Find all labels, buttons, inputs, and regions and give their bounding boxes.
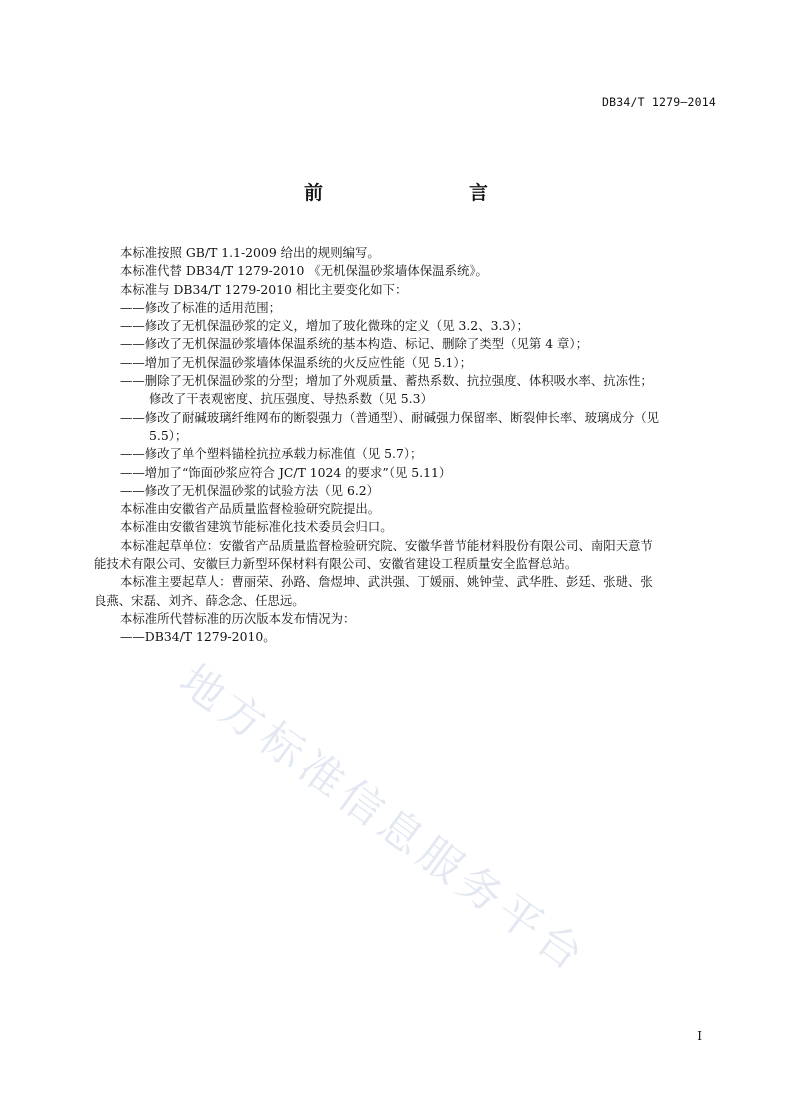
change-list-item: ——修改了无机保温砂浆的试验方法（见 6.2） (120, 482, 380, 498)
paragraph-line: 本标准所代替标准的历次版本发布情况为： (120, 610, 356, 626)
paragraph-line: 本标准按照 GB/T 1.1-2009 给出的规则编写。 (120, 245, 380, 260)
change-list-item: 修改了干表观密度、抗压强度、导热系数（见 5.3） (149, 391, 433, 407)
change-list-item: ——增加了无机保温砂浆墙体保温系统的火反应性能（见 5.1）； (120, 354, 472, 370)
change-list-item: ——增加了“饰面砂浆应符合 JC/T 1024 的要求”（见 5.11） (120, 464, 452, 480)
change-list-item: ——DB34/T 1279-2010。 (120, 629, 276, 645)
paragraph-line: 本标准由安徽省建筑节能标准化技术委员会归口。 (120, 519, 393, 535)
paragraph-line: 本标准代替 DB34/T 1279-2010 《无机保温砂浆墙体保温系统》。 (120, 263, 488, 279)
paragraph-line: 本标准主要起草人：曹丽荣、孙路、詹煜坤、武洪强、丁媛丽、姚钟莹、武华胜、彭廷、张琎、张 (120, 574, 653, 590)
change-list-item: ——修改了标准的适用范围； (120, 299, 282, 315)
paragraph-line: 本标准起草单位：安徽省产品质量监督检验研究院、安徽华普节能材料股份有限公司、南阳天意节 (120, 537, 653, 553)
paragraph-line: 本标准与 DB34/T 1279-2010 相比主要变化如下： (120, 281, 408, 297)
paragraph-line: 本标准由安徽省产品质量监督检验研究院提出。 (120, 501, 381, 517)
document-code: DB34/T 1279—2014 (602, 95, 716, 109)
watermark: 地方标准信息服务平台 (170, 655, 597, 984)
change-list-item: ——删除了无机保温砂浆的分型；增加了外观质量、蓄热系数、抗拉强度、体积吸水率、抗冻性； (120, 373, 653, 389)
change-list-item: ——修改了无机保温砂浆墙体保温系统的基本构造、标记、删除了类型（见第 4 章）； (120, 336, 589, 352)
change-list-item: ——修改了耐碱玻璃纤维网布的断裂强力（普通型）、耐碱强力保留率、断裂伸长率、玻璃成分（见 (120, 409, 659, 425)
change-list-item: ——修改了无机保温砂浆的定义，增加了玻化微珠的定义（见 3.2、3.3）； (120, 318, 529, 334)
change-list-item: ——修改了单个塑料锚栓抗拉承载力标准值（见 5.7）； (120, 446, 423, 462)
page-number: I (697, 1029, 702, 1043)
foreword-title: 前 言 (303, 182, 524, 204)
change-list-item: 5.5）； (149, 427, 188, 443)
paragraph-line: 能技术有限公司、安徽巨力新型环保材料有限公司、安徽省建设工程质量安全监督总站。 (94, 556, 578, 572)
foreword-body (94, 244, 716, 647)
paragraph-line: 良燕、宋磊、刘齐、薛念念、任思远。 (94, 592, 305, 608)
